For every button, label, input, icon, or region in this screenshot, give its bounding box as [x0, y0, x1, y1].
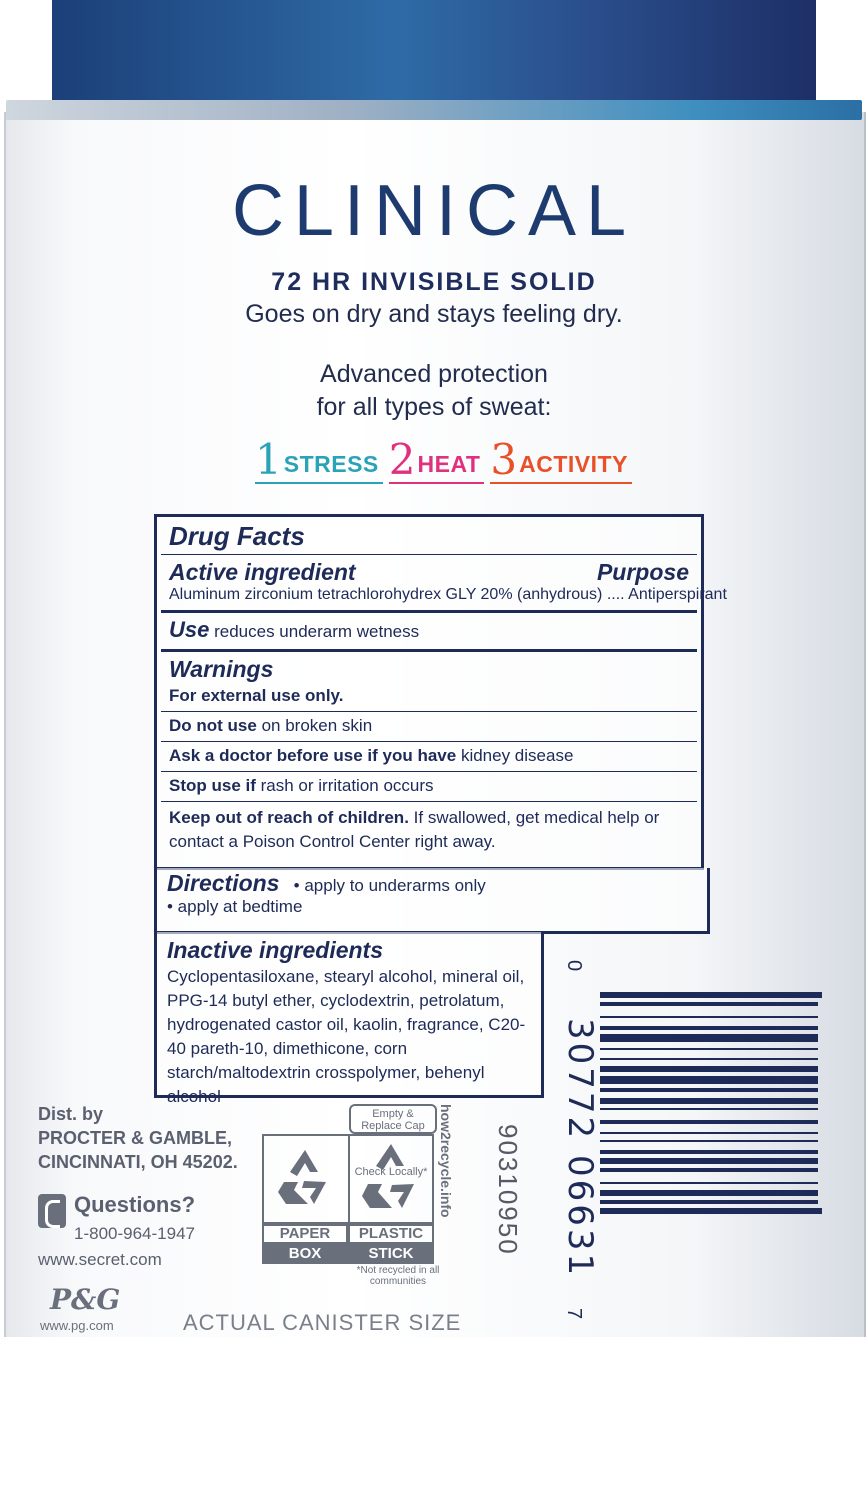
check-locally: Check Locally* — [354, 1166, 428, 1178]
barcode-bar — [600, 1048, 818, 1050]
sweat-num: 3 — [490, 435, 518, 484]
active-header-row — [161, 555, 697, 586]
barcode-bar — [600, 1120, 818, 1124]
actual-size-label: ACTUAL CANISTER SIZE — [183, 1310, 462, 1335]
distributor-block — [38, 1102, 238, 1174]
barcode-lead-digit: 0 — [563, 960, 585, 972]
barcode-bar — [600, 1190, 818, 1196]
product-title: CLINICAL — [231, 171, 637, 251]
warning-bold: Ask a doctor before use if you have — [169, 746, 457, 765]
warning-text: on broken skin — [261, 716, 373, 735]
warning-ask-doctor — [161, 742, 697, 772]
warning-text: rash or irritation occurs — [260, 776, 434, 795]
barcode-bar — [600, 1034, 818, 1042]
cap-rim — [6, 100, 862, 120]
barcode-bar — [600, 1066, 818, 1072]
dist-line-3: CINCINNATI, OH 45202. — [38, 1152, 238, 1172]
barcode-bar — [600, 1076, 818, 1084]
directions-heading: Directions — [167, 870, 280, 896]
sweat-label: ACTIVITY — [519, 451, 628, 477]
barcode-bar — [600, 1168, 818, 1172]
stick-label: STICK — [348, 1244, 434, 1264]
plastic-label: PLASTIC — [348, 1224, 434, 1244]
barcode-bar — [600, 1058, 818, 1060]
box-label: BOX — [262, 1244, 348, 1264]
warning-keep-out — [161, 802, 697, 854]
barcode-bar — [600, 1132, 818, 1134]
drug-facts-panel — [154, 514, 727, 870]
warning-bold: Stop use if — [169, 776, 256, 795]
recycle-icon — [264, 1136, 346, 1222]
barcode-digits: 30772 06631 — [560, 1018, 600, 1279]
direction-1: • apply to underarms only — [293, 876, 486, 895]
empty-replace-cap: Empty & Replace Cap — [349, 1104, 437, 1134]
warning-bold: Do not use — [169, 716, 257, 735]
warnings-heading: Warnings — [169, 656, 274, 682]
plastic-recycle-cell — [348, 1134, 434, 1224]
sweat-types — [255, 434, 632, 484]
drug-facts-title-row — [161, 517, 697, 555]
active-text: Aluminum zirconium tetrachlorohydrex GLY 20% (anhydrous) .... Antiperspirant — [161, 586, 697, 613]
direction-2: • apply at bedtime — [167, 897, 303, 916]
recycle-note: *Not recycled in all communities — [356, 1265, 440, 1287]
barcode-bar — [600, 1140, 818, 1142]
directions-row — [167, 870, 697, 897]
warnings-heading-row — [161, 652, 697, 683]
use-heading: Use — [169, 617, 210, 642]
recycle-icon — [350, 1136, 432, 1222]
warning-text: If swallowed, get medical help or contact a Poison Control Center right away. — [169, 808, 660, 851]
sweat-num: 1 — [255, 435, 282, 484]
barcode-bar — [600, 1108, 818, 1110]
canister-cap — [52, 0, 816, 108]
advanced-protection — [0, 358, 868, 424]
barcode-bar — [600, 1026, 818, 1030]
use-row — [161, 613, 697, 652]
advanced-line-2: for all types of sweat: — [316, 393, 552, 421]
barcode-bar — [600, 1088, 818, 1092]
barcode-bar — [600, 1002, 818, 1006]
sweat-type-stress — [255, 435, 383, 484]
pg-logo: P&G — [50, 1283, 121, 1316]
dist-line-1: Dist. by — [38, 1104, 104, 1124]
phone-icon — [38, 1194, 66, 1228]
barcode-bar — [600, 1200, 818, 1204]
warning-external: For external use only. — [161, 683, 697, 712]
sweat-label: HEAT — [417, 451, 481, 477]
barcode-bar — [600, 1158, 818, 1164]
advanced-line-1: Advanced protection — [320, 360, 548, 388]
barcode-trail-digit: 7 — [563, 1308, 585, 1320]
sweat-label: STRESS — [283, 451, 379, 477]
dist-line-2: PROCTER & GAMBLE, — [38, 1128, 233, 1148]
product-subtitle: 72 HR INVISIBLE SOLID — [271, 268, 597, 296]
inactive-text: Cyclopentasiloxane, stearyl alcohol, mineral oil, PPG-14 butyl ether, cyclodextrin, petrolatum, hydrogenated castor oil, kaolin, fragrance, C20-40 pareth-10, dimethicone, corn starch/maltodextrin crosspolymer, behenyl alcohol — [167, 967, 526, 1106]
barcode-bar — [600, 992, 822, 998]
warning-stop-use — [161, 772, 697, 802]
product-tagline: Goes on dry and stays feeling dry. — [245, 300, 623, 328]
barcode-bar — [600, 1150, 818, 1154]
purpose-heading: Purpose — [596, 559, 689, 585]
barcode-bar — [600, 1182, 818, 1184]
barcode-bar — [600, 1098, 818, 1104]
active-heading: Active ingredient — [169, 559, 356, 585]
sweat-type-activity — [490, 435, 632, 484]
phone-number: 1-800-964-1947 — [74, 1224, 195, 1243]
directions-panel — [154, 868, 710, 934]
secret-website: www.secret.com — [38, 1250, 162, 1269]
barcode-bar — [600, 1016, 818, 1018]
paper-label: PAPER — [262, 1224, 348, 1244]
barcode-bar — [600, 1208, 822, 1214]
warning-text: kidney disease — [460, 746, 574, 765]
warning-do-not-use — [161, 712, 697, 742]
inactive-heading: Inactive ingredients — [167, 937, 384, 963]
pg-website: www.pg.com — [40, 1318, 114, 1333]
recycle-label — [262, 1104, 438, 1264]
questions-label: Questions? — [74, 1192, 196, 1217]
use-text: reduces underarm wetness — [214, 622, 420, 641]
inactive-ingredients-panel — [154, 932, 544, 1106]
warning-bold: Keep out of reach of children. — [169, 808, 409, 827]
sweat-num: 2 — [388, 435, 416, 484]
product-code: 90310950 — [493, 1124, 523, 1256]
paper-recycle-cell — [262, 1134, 348, 1224]
sweat-type-heat — [388, 435, 485, 484]
how2recycle-url: how2recycle.info — [438, 1104, 454, 1218]
drug-facts-title: Drug Facts — [169, 521, 305, 551]
